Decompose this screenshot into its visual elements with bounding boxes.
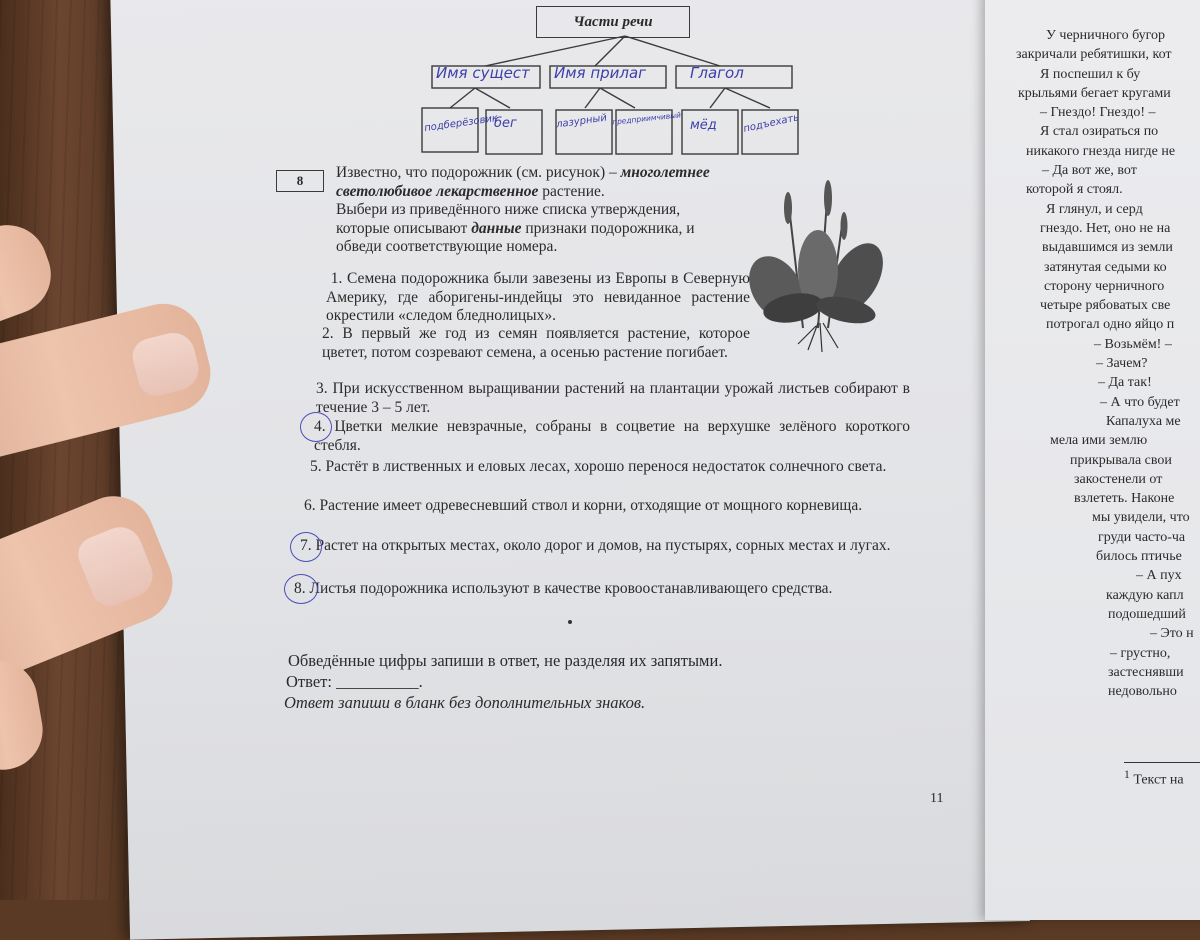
statement-2-num: 2.	[322, 325, 334, 342]
statement-4-num: 4.	[314, 418, 326, 435]
statement-2	[322, 325, 750, 362]
right-line: закричали ребятишки, кот	[1016, 47, 1172, 63]
right-line: никакого гнезда нигде не	[1026, 143, 1176, 159]
right-line: четыре рябоватых све	[1040, 298, 1171, 314]
statement-3	[316, 380, 910, 417]
statement-5-text: Растёт в лиственных и еловых лесах, хорошо перенося недостаток солнечного света.	[325, 458, 887, 475]
page-number: 11	[930, 791, 944, 806]
answer-note: Ответ запиши в бланк без дополнительных знаков.	[284, 693, 646, 712]
right-line: – Гнездо! Гнездо! –	[1040, 105, 1156, 121]
answer-line: Ответ: __________.	[286, 672, 423, 691]
scheme-word-1: подберёзовик	[423, 112, 499, 135]
task-line-4: обведи соответствующие номера.	[336, 238, 558, 255]
facing-page-text	[1010, 26, 1200, 701]
right-line: мела ими землю	[1050, 433, 1148, 449]
scheme-word-2: бег	[494, 116, 517, 131]
right-line: прикрывала свои	[1070, 452, 1172, 468]
statement-3-text: При искусственном выращивании растений на плантации урожай листьев собирают в течение 3 – 5 лет.	[316, 380, 911, 416]
statement-7-text: Растет на открытых местах, около дорог и домов, на пустырях, сорных местах и лугах.	[315, 537, 891, 554]
finger-top	[0, 214, 62, 336]
scheme-adjective: Имя прилаг	[554, 64, 647, 82]
right-line: каждую капл	[1106, 587, 1184, 603]
scheme-noun: Имя сущест	[436, 64, 530, 82]
task-line-3a: которые описывают	[336, 219, 468, 237]
right-line: мы увидели, что	[1092, 510, 1190, 526]
footnote	[1124, 768, 1184, 789]
statement-4-text: Цветки мелкие невзрачные, собраны в соцветие на верхушке зелёного короткого стебля.	[314, 418, 910, 454]
scheme-word-4: предприимчивый	[611, 110, 682, 127]
statement-7-num: 7.	[300, 537, 312, 554]
right-line: застеснявши	[1108, 664, 1184, 680]
right-line: – Да вот же, вот	[1042, 163, 1137, 179]
task-line-2: Выбери из приведённого ниже списка утверждения,	[336, 201, 681, 218]
task-intro	[336, 164, 766, 257]
answer-circle-4	[300, 412, 332, 442]
page-dot	[568, 620, 572, 624]
right-line: гнездо. Нет, оно не на	[1040, 220, 1171, 236]
statement-1-text: Семена подорожника были завезены из Европы в Северную Америку, где аборигены-индейцы это невиданное растение окрестили «следом бледнолицых».	[326, 270, 750, 324]
statement-1	[326, 270, 750, 326]
right-line: подошедший	[1108, 606, 1186, 622]
footnote-rule	[1124, 762, 1200, 763]
statement-6-text: Растение имеет одревесневший ствол и корни, отходящие от мощного корневища.	[319, 497, 863, 514]
answer-circle-7	[290, 532, 322, 562]
right-line: У черничного бугор	[1046, 28, 1166, 43]
task-number: 8	[276, 170, 324, 192]
right-line: крыльями бегает кругами	[1018, 85, 1171, 101]
statement-4	[314, 418, 910, 455]
right-line: – А что будет	[1100, 394, 1180, 410]
right-line: – Это н	[1150, 626, 1194, 642]
right-line: – А пух	[1136, 568, 1182, 584]
scheme-title: Части речи	[573, 14, 653, 30]
right-line: взлететь. Наконе	[1074, 491, 1175, 507]
statement-7	[300, 537, 920, 556]
right-line: сторону черничного	[1044, 278, 1165, 294]
statement-5-num: 5.	[310, 458, 322, 475]
task-line-3c: признаки подорожника, и	[525, 219, 695, 237]
right-line: Я глянул, и серд	[1046, 201, 1143, 217]
statement-8	[294, 580, 924, 599]
scheme-word-5: мёд	[690, 118, 717, 133]
right-line: – Зачем?	[1096, 356, 1148, 372]
right-line: билось птичье	[1096, 549, 1182, 565]
hand-palm	[0, 654, 49, 776]
right-line: Я стал озираться по	[1040, 124, 1159, 140]
right-line: – Да так!	[1098, 375, 1152, 391]
task-line-3b: данные	[471, 219, 522, 237]
statement-6	[304, 497, 916, 516]
statement-8-text: Листья подорожника используют в качестве кровоостанавливающего средства.	[309, 580, 833, 597]
right-line: выдавшимся из земли	[1042, 240, 1173, 256]
right-line: потрогал одно яйцо п	[1046, 317, 1175, 333]
answer-circle-8	[284, 574, 318, 604]
task-intro-bold: многолетнее светолюбивое лекарственное	[336, 164, 710, 200]
statement-3-num: 3.	[316, 380, 328, 397]
task-intro-2: растение.	[542, 182, 605, 200]
statement-1-num: 1.	[330, 270, 343, 287]
statement-2-text: В первый же год из семян появляется растение, которое цветет, потом созревают семена, а осенью растение погибает.	[322, 325, 750, 361]
right-line: – Возьмём! –	[1094, 336, 1172, 352]
right-line: недовольно	[1108, 684, 1177, 700]
footnote-mark: 1	[1124, 768, 1130, 781]
scheme-diagram	[420, 30, 820, 160]
task-intro-1: Известно, что подорожник (см. рисунок) –	[336, 164, 617, 181]
right-line: – грустно,	[1110, 645, 1171, 661]
right-line: Я поспешил к бу	[1040, 66, 1141, 82]
statement-8-num: 8.	[294, 580, 306, 597]
scheme-word-6: подъехать	[742, 112, 801, 135]
right-line: затянутая седыми ко	[1044, 259, 1167, 275]
plantain-illustration	[748, 178, 888, 353]
statement-5	[310, 458, 914, 477]
scheme-verb: Глагол	[690, 64, 744, 82]
scheme-word-3: лазурный	[555, 112, 608, 131]
right-line: которой я стоял.	[1026, 182, 1123, 198]
instruction-text: Обведённые цифры запиши в ответ, не разделяя их запятыми.	[288, 651, 723, 670]
footnote-text: Текст на	[1133, 772, 1184, 788]
right-line: Капалуха ме	[1106, 413, 1181, 429]
right-line: груди часто-ча	[1098, 529, 1186, 545]
statement-6-num: 6.	[304, 497, 316, 514]
right-line: закостенели от	[1074, 471, 1163, 487]
